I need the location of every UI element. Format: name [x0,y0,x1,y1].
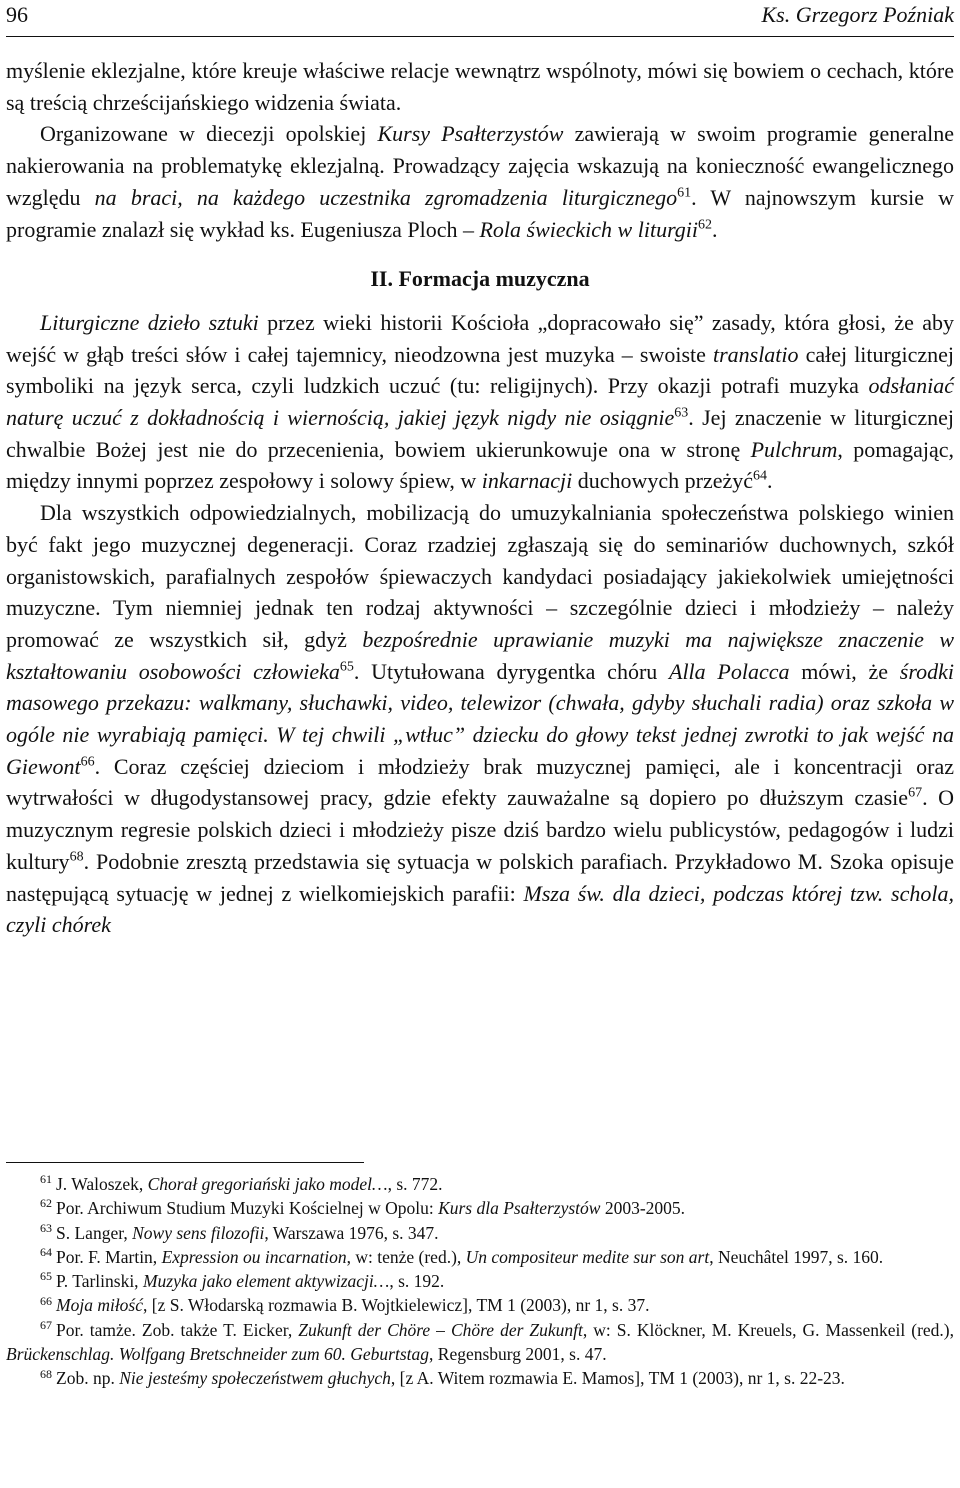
footnote-64: $^{64}$ Por. F. Martin, Expression ou incarnation, w: tenże (red.), Un compositeur medite sur son art, Neuchâtel 1997, s. 160. [40,1245,884,1267]
paragraph-kursy: Organizowane w diecezji opolskiej Kursy Psałterzystów zawierają w swoim programie generalne nakierowania na problematykę eklezjalną. Prowadzący zajęcia wskazują na konieczność ewangelicznego względu na braci, na każdego uczestnika zgromadzenia liturgicznego$^{61}$. W najnowszym kursie w programie znalazł się wykład ks. Eugeniusza Ploch – Rola świeckich w liturgii$^{62}$. [6,121,954,242]
section-heading: II. Formacja muzyczna [370,266,590,292]
footnote-66: $^{66}$ Moja miłość, [z S. Włodarską rozmawia B. Wojtkielewicz], TM 1 (2003), nr 1, s. 37. [40,1293,650,1316]
footnote-ref-68[interactable]: 68 [69,849,84,865]
footnotes [6,1172,954,1391]
footnote-ref-66[interactable]: 66 [80,754,95,770]
footnote-ref-65[interactable]: 65 [339,659,354,675]
running-head: Ks. Grzegorz Poźniak [761,2,954,27]
footnote-68: $^{68}$ Zob. np. Nie jesteśmy społeczeństwem głuchych, [z A. Witem rozmawia E. Mamos], TM 1 (2003), nr 1, s. 22-23. [40,1366,845,1389]
footnote-61: $^{61}$ J. Waloszek, Chorał gregoriański jako model…, s. 772. [40,1172,443,1194]
page-number: 96 [6,2,28,27]
footnote-63: $^{63}$ S. Langer, Nowy sens filozofii, Warszawa 1976, s. 347. [40,1220,439,1243]
page-header [6,0,954,37]
footnote-ref-63[interactable]: 63 [674,405,689,421]
footnote-separator [6,1162,364,1163]
footnote-ref-62[interactable]: 62 [698,217,713,233]
footnote-65: $^{65}$ P. Tarlinski, Muzyka jako element aktywizacji…, s. 192. [40,1269,445,1292]
body-text [6,55,954,941]
footnote-67: $^{67}$ Por. tamże. Zob. także T. Eicker, Zukunft der Chöre – Chöre der Zukunft, w: S. Klöckner, M. Kreuels, G. Massenkeil (red.), Brückenschlag. Wolfgang Bretschneider zum 60. Geburtstag, Regensburg 2001, s. 47. [6,1317,954,1365]
paragraph-liturgiczne: Liturgiczne dzieło sztuki przez wieki historii Kościoła „dopracowało się” zasady, która głosi, że aby wejść w głąb treści słów i całej tajemnicy, nieodzowna jest muzyka – swoiste translatio całej liturgicznej symboliki na język serca, czyli ludzkich uczuć (tu: religijnych). Przy okazji potrafi muzyka odsłaniać naturę uczuć z dokładnością i wiernością, jakiej język nigdy nie osiągnie$^{63}$. Jej znaczenie w liturgicznej chwalbie Bożej jest nie do przecenienia, bowiem ukierunkowuje ona w stronę Pulchrum, pomagając, między innymi poprzez zespołowy i solowy śpiew, w inkarnacji duchowych przeżyć$^{64}$. [6,309,954,494]
paragraph-mobilizacja: Dla wszystkich odpowiedzialnych, mobilizacją do umuzykalniania społeczeństwa polskiego winien być fakt jego muzycznej degeneracji. Coraz rzadziej zgłaszają się do seminariów duchownych, szkół organistowskich, parafialnych zespołów śpiewaczych kandydaci posiadający jakiekolwiek umiejętności muzyczne. Tym niemniej jednak ten rodzaj aktywności – szczególnie dzieci i młodzieży – należy promować ze wszystkich sił, gdyż bezpośrednie uprawianie muzyki ma największe znaczenie w kształtowaniu osobowości człowieka$^{65}$. Utytułowana dyrygentka chóru Alla Polacca mówi, że środki masowego przekazu: walkmany, słuchawki, video, telewizor (chwała, gdyby słuchali radia) oraz szkoła w ogóle nie wyrabiają pamięci. W tej chwili „wtłuc” dziecku do głowy tekst jednej zwrotki to jak wejść na Giewont$^{66}$. Coraz częściej dzieciom i młodzieży brak muzycznej pamięci, ale i koncentracji oraz wytrwałości w długodystansowej pracy, gdzie efekty zauważalne są dopiero po dłuższym czasie$^{67}$. O muzycznym regresie polskich dzieci i młodzieży pisze dziś bardzo wielu publicystów, pedagogów i ludzi kultury$^{68}$. Podobnie zresztą przedstawia się sytuacja w polskich parafiach. Przykładowo M. Szoka opisuje następującą sytuację w jednej z wielkomiejskich parafii: Msza św. dla dzieci, podczas której tzw. schola, czyli chórek [6,500,955,938]
document-page [6,0,954,1488]
paragraph-continuation: myślenie eklezjalne, które kreuje właściwe relacje wewnątrz wspólnoty, mówi się bowiem o cechach, które są treścią chrześcijańskiego widzenia świata. [6,58,954,115]
footnote-ref-64[interactable]: 64 [753,469,768,485]
footnote-62: $^{62}$ Por. Archiwum Studium Muzyki Kościelnej w Opolu: Kurs dla Psałterzystów 2003-2005. [40,1196,686,1219]
footnote-ref-67[interactable]: 67 [908,786,923,802]
footnote-ref-61[interactable]: 61 [677,185,692,201]
